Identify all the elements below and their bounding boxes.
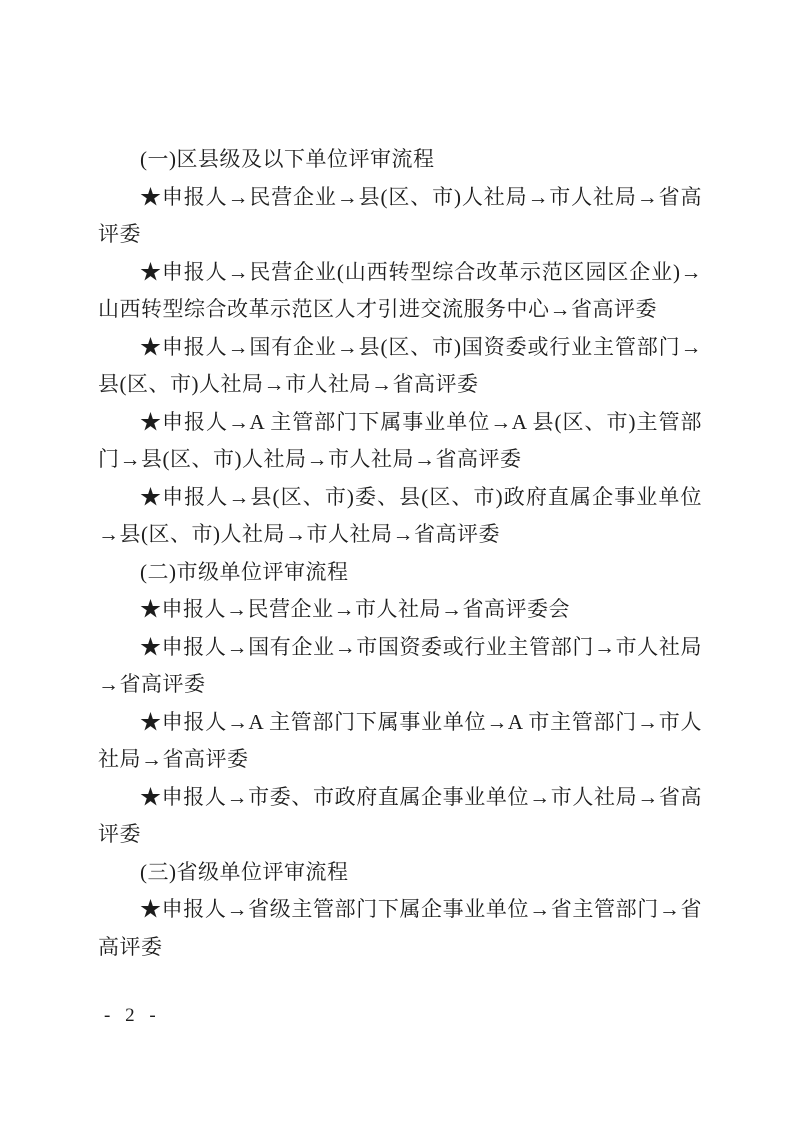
- section-heading: (三)省级单位评审流程: [140, 859, 349, 884]
- flow-item: ★申报人→国有企业→市国资委或行业主管部门→市人社局→省高评委: [98, 634, 702, 696]
- flow-item: ★申报人→市委、市政府直属企事业单位→市人社局→省高评委: [98, 784, 702, 846]
- section-province-level: [98, 854, 702, 967]
- document-body: [98, 141, 702, 966]
- section-heading: (二)市级单位评审流程: [140, 559, 349, 584]
- section-heading: (一)区县级及以下单位评审流程: [140, 147, 435, 171]
- page-footer: [104, 1005, 161, 1027]
- flow-item: ★申报人→国有企业→县(区、市)国资委或行业主管部门→县(区、市)人社局→市人社局→省高评委: [98, 334, 702, 396]
- page-number: - 2 -: [104, 1005, 161, 1026]
- flow-item: ★申报人→A 主管部门下属事业单位→A 县(区、市)主管部门→县(区、市)人社局→市人社局→省高评委: [98, 409, 702, 471]
- section-city-level: [98, 554, 702, 854]
- flow-item: ★申报人→民营企业→市人社局→省高评委会: [140, 597, 570, 621]
- flow-item: ★申报人→民营企业(山西转型综合改革示范区园区企业)→山西转型综合改革示范区人才引进交流服务中心→省高评委: [98, 259, 702, 321]
- flow-item: ★申报人→省级主管部门下属企事业单位→省主管部门→省高评委: [98, 897, 702, 959]
- flow-item: ★申报人→A 主管部门下属事业单位→A 市主管部门→市人社局→省高评委: [98, 709, 702, 771]
- flow-item: ★申报人→县(区、市)委、县(区、市)政府直属企事业单位→县(区、市)人社局→市人社局→省高评委: [98, 484, 702, 546]
- flow-item: ★申报人→民营企业→县(区、市)人社局→市人社局→省高评委: [98, 184, 703, 246]
- section-district-level: [98, 141, 702, 554]
